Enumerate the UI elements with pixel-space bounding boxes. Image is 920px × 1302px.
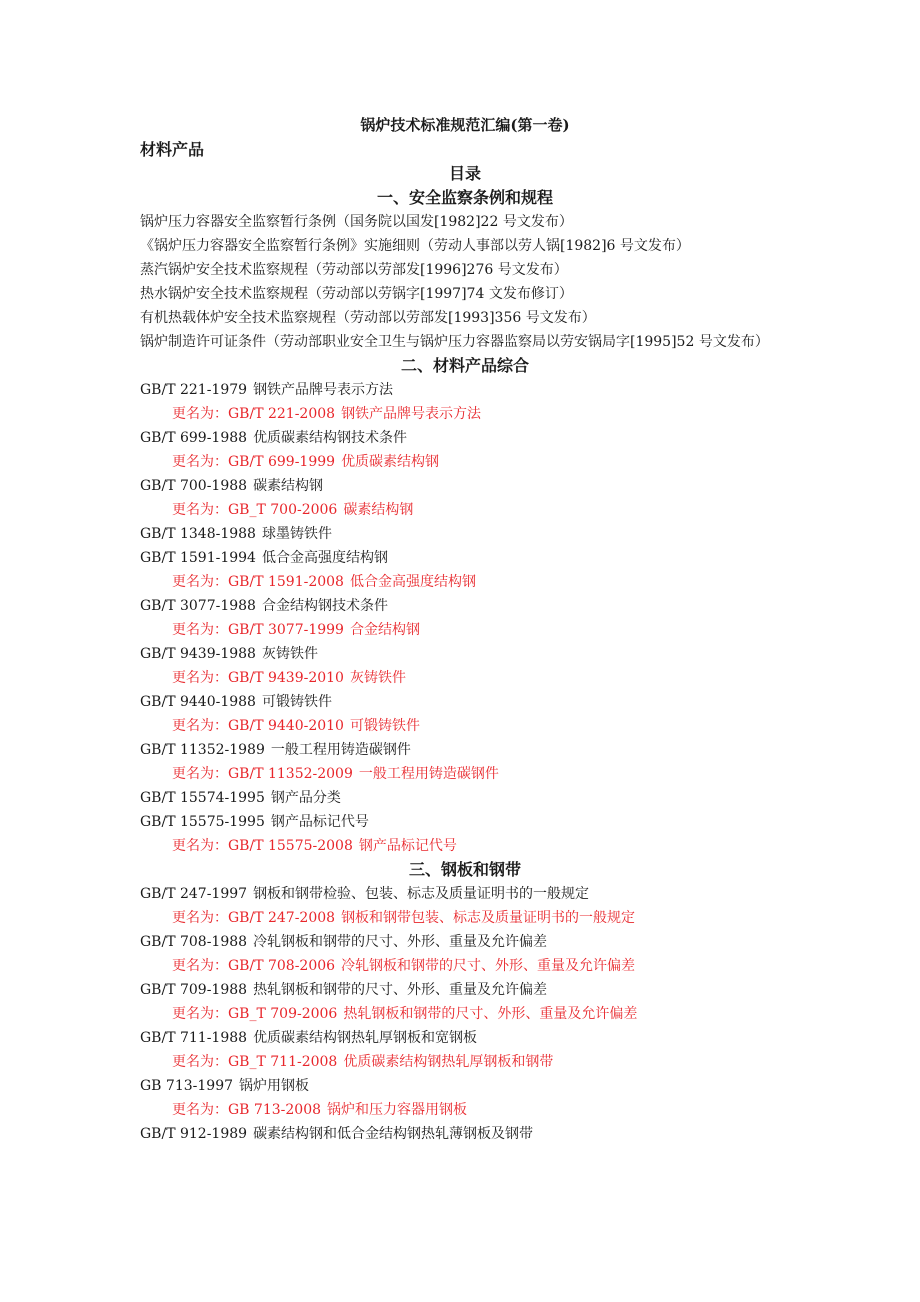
standard-code: GB/T 15575-1995 [140,814,265,830]
standard-item [140,1122,790,1146]
standard-item [140,522,790,546]
renamed-name: 锅炉和压力容器用钢板 [327,1102,468,1118]
standard-name: 锅炉用钢板 [239,1078,310,1094]
renamed-name: 可锻铸铁件 [349,718,420,734]
standard-code: GB/T 708-1988 [140,934,248,950]
standard-item [140,738,790,762]
rename-prefix: 更名为： [172,1054,228,1070]
standard-name: 碳素结构钢 [253,478,324,494]
regulation-item: 锅炉压力容器安全监察暂行条例（国务院以国发[1982]22 号文发布） [140,214,573,230]
standard-code: GB/T 9439-1988 [140,646,256,662]
renamed-standard [140,714,790,738]
standard-name: 可锻铸铁件 [261,694,332,710]
renamed-code: GB/T 1591-2008 [228,574,344,590]
rename-prefix: 更名为： [172,838,228,854]
rename-prefix: 更名为： [172,622,228,638]
renamed-name: 钢产品标记代号 [358,838,457,854]
regulation-item: 有机热载体炉安全技术监察规程（劳动部以劳部发[1993]356 号文发布） [140,310,596,326]
rename-prefix: 更名为： [172,406,228,422]
renamed-standard [140,906,790,930]
regulation-item: 热水锅炉安全技术监察规程（劳动部以劳锅字[1997]74 文发布修订） [140,286,573,302]
regulation-item: 《锅炉压力容器安全监察暂行条例》实施细则（劳动人事部以劳人锅[1982]6 号文发布） [140,238,690,254]
document-subtitle: 材料产品 [140,140,205,159]
renamed-standard [140,402,790,426]
standard-name: 钢板和钢带检验、包装、标志及质量证明书的一般规定 [253,886,590,902]
standard-item [140,1074,790,1098]
standard-item [140,474,790,498]
standard-code: GB/T 3077-1988 [140,598,256,614]
rename-prefix: 更名为： [172,454,228,470]
standard-code: GB/T 700-1988 [140,478,248,494]
standard-item [140,546,790,570]
rename-prefix: 更名为： [172,958,228,974]
standard-item [140,810,790,834]
standard-name: 碳素结构钢和低合金结构钢热轧薄钢板及钢带 [253,1126,534,1142]
renamed-name: 灰铸铁件 [349,670,406,686]
section-heading: 二、材料产品综合 [400,356,529,375]
standard-code: GB/T 9440-1988 [140,694,256,710]
renamed-name: 冷轧钢板和钢带的尺寸、外形、重量及允许偏差 [341,958,636,974]
standard-code: GB/T 1348-1988 [140,526,256,542]
renamed-code: GB/T 699-1999 [228,454,336,470]
standard-code: GB/T 699-1988 [140,430,248,446]
renamed-name: 优质碳素结构钢热轧厚钢板和钢带 [343,1054,554,1070]
renamed-code: GB_T 709-2006 [228,1006,338,1022]
standard-item [140,378,790,402]
regulation-item: 蒸汽锅炉安全技术监察规程（劳动部以劳部发[1996]276 号文发布） [140,262,568,278]
renamed-name: 优质碳素结构钢 [341,454,440,470]
renamed-code: GB_T 711-2008 [228,1054,338,1070]
renamed-standard [140,834,790,858]
renamed-name: 低合金高强度结构钢 [349,574,476,590]
standard-name: 合金结构钢技术条件 [261,598,388,614]
standard-name: 钢产品标记代号 [270,814,369,830]
renamed-code: GB/T 9440-2010 [228,718,344,734]
standard-code: GB/T 247-1997 [140,886,248,902]
renamed-name: 一般工程用铸造碳钢件 [358,766,499,782]
renamed-standard [140,954,790,978]
renamed-standard [140,450,790,474]
renamed-standard [140,498,790,522]
standard-item [140,1026,790,1050]
renamed-standard [140,570,790,594]
renamed-name: 钢板和钢带包装、标志及质量证明书的一般规定 [341,910,636,926]
standard-item [140,978,790,1002]
renamed-standard [140,1098,790,1122]
standard-name: 热轧钢板和钢带的尺寸、外形、重量及允许偏差 [253,982,548,998]
standard-code: GB 713-1997 [140,1078,234,1094]
standard-name: 冷轧钢板和钢带的尺寸、外形、重量及允许偏差 [253,934,548,950]
rename-prefix: 更名为： [172,670,228,686]
standard-name: 一般工程用铸造碳钢件 [270,742,411,758]
rename-prefix: 更名为： [172,1006,228,1022]
renamed-name: 合金结构钢 [349,622,420,638]
standard-name: 低合金高强度结构钢 [261,550,388,566]
standard-item [140,786,790,810]
renamed-code: GB/T 11352-2009 [228,766,353,782]
standard-code: GB/T 711-1988 [140,1030,248,1046]
rename-prefix: 更名为： [172,1102,228,1118]
document-page [140,112,790,1146]
renamed-standard [140,1002,790,1026]
renamed-code: GB/T 708-2006 [228,958,336,974]
renamed-standard [140,762,790,786]
section-heading: 一、安全监察条例和规程 [376,188,553,207]
standard-item [140,642,790,666]
regulation-item: 锅炉制造许可证条件（劳动部职业安全卫生与锅炉压力容器监察局以劳安锅局字[1995]52 号文发布） [140,334,769,350]
renamed-code: GB/T 3077-1999 [228,622,344,638]
toc-heading: 目录 [448,164,481,183]
standard-item [140,882,790,906]
renamed-code: GB/T 221-2008 [228,406,336,422]
rename-prefix: 更名为： [172,574,228,590]
renamed-standard [140,666,790,690]
standard-item [140,594,790,618]
standard-name: 球墨铸铁件 [261,526,332,542]
toc-content [140,186,790,1146]
standard-item [140,930,790,954]
renamed-name: 碳素结构钢 [343,502,414,518]
renamed-standard [140,618,790,642]
rename-prefix: 更名为： [172,502,228,518]
standard-name: 灰铸铁件 [261,646,318,662]
standard-name: 优质碳素结构钢热轧厚钢板和宽钢板 [253,1030,478,1046]
standard-item [140,426,790,450]
section-heading: 三、钢板和钢带 [408,860,521,879]
standard-code: GB/T 912-1989 [140,1126,248,1142]
renamed-code: GB/T 15575-2008 [228,838,353,854]
standard-code: GB/T 709-1988 [140,982,248,998]
renamed-name: 钢铁产品牌号表示方法 [341,406,482,422]
standard-code: GB/T 11352-1989 [140,742,265,758]
renamed-name: 热轧钢板和钢带的尺寸、外形、重量及允许偏差 [343,1006,638,1022]
renamed-code: GB/T 9439-2010 [228,670,344,686]
standard-item [140,690,790,714]
rename-prefix: 更名为： [172,766,228,782]
standard-code: GB/T 1591-1994 [140,550,256,566]
standard-name: 钢铁产品牌号表示方法 [253,382,394,398]
renamed-standard [140,1050,790,1074]
document-title: 锅炉技术标准规范汇编(第一卷) [360,116,570,134]
rename-prefix: 更名为： [172,910,228,926]
standard-name: 钢产品分类 [270,790,341,806]
renamed-code: GB 713-2008 [228,1102,322,1118]
standard-code: GB/T 221-1979 [140,382,248,398]
standard-code: GB/T 15574-1995 [140,790,265,806]
renamed-code: GB/T 247-2008 [228,910,336,926]
rename-prefix: 更名为： [172,718,228,734]
standard-name: 优质碳素结构钢技术条件 [253,430,408,446]
renamed-code: GB_T 700-2006 [228,502,338,518]
